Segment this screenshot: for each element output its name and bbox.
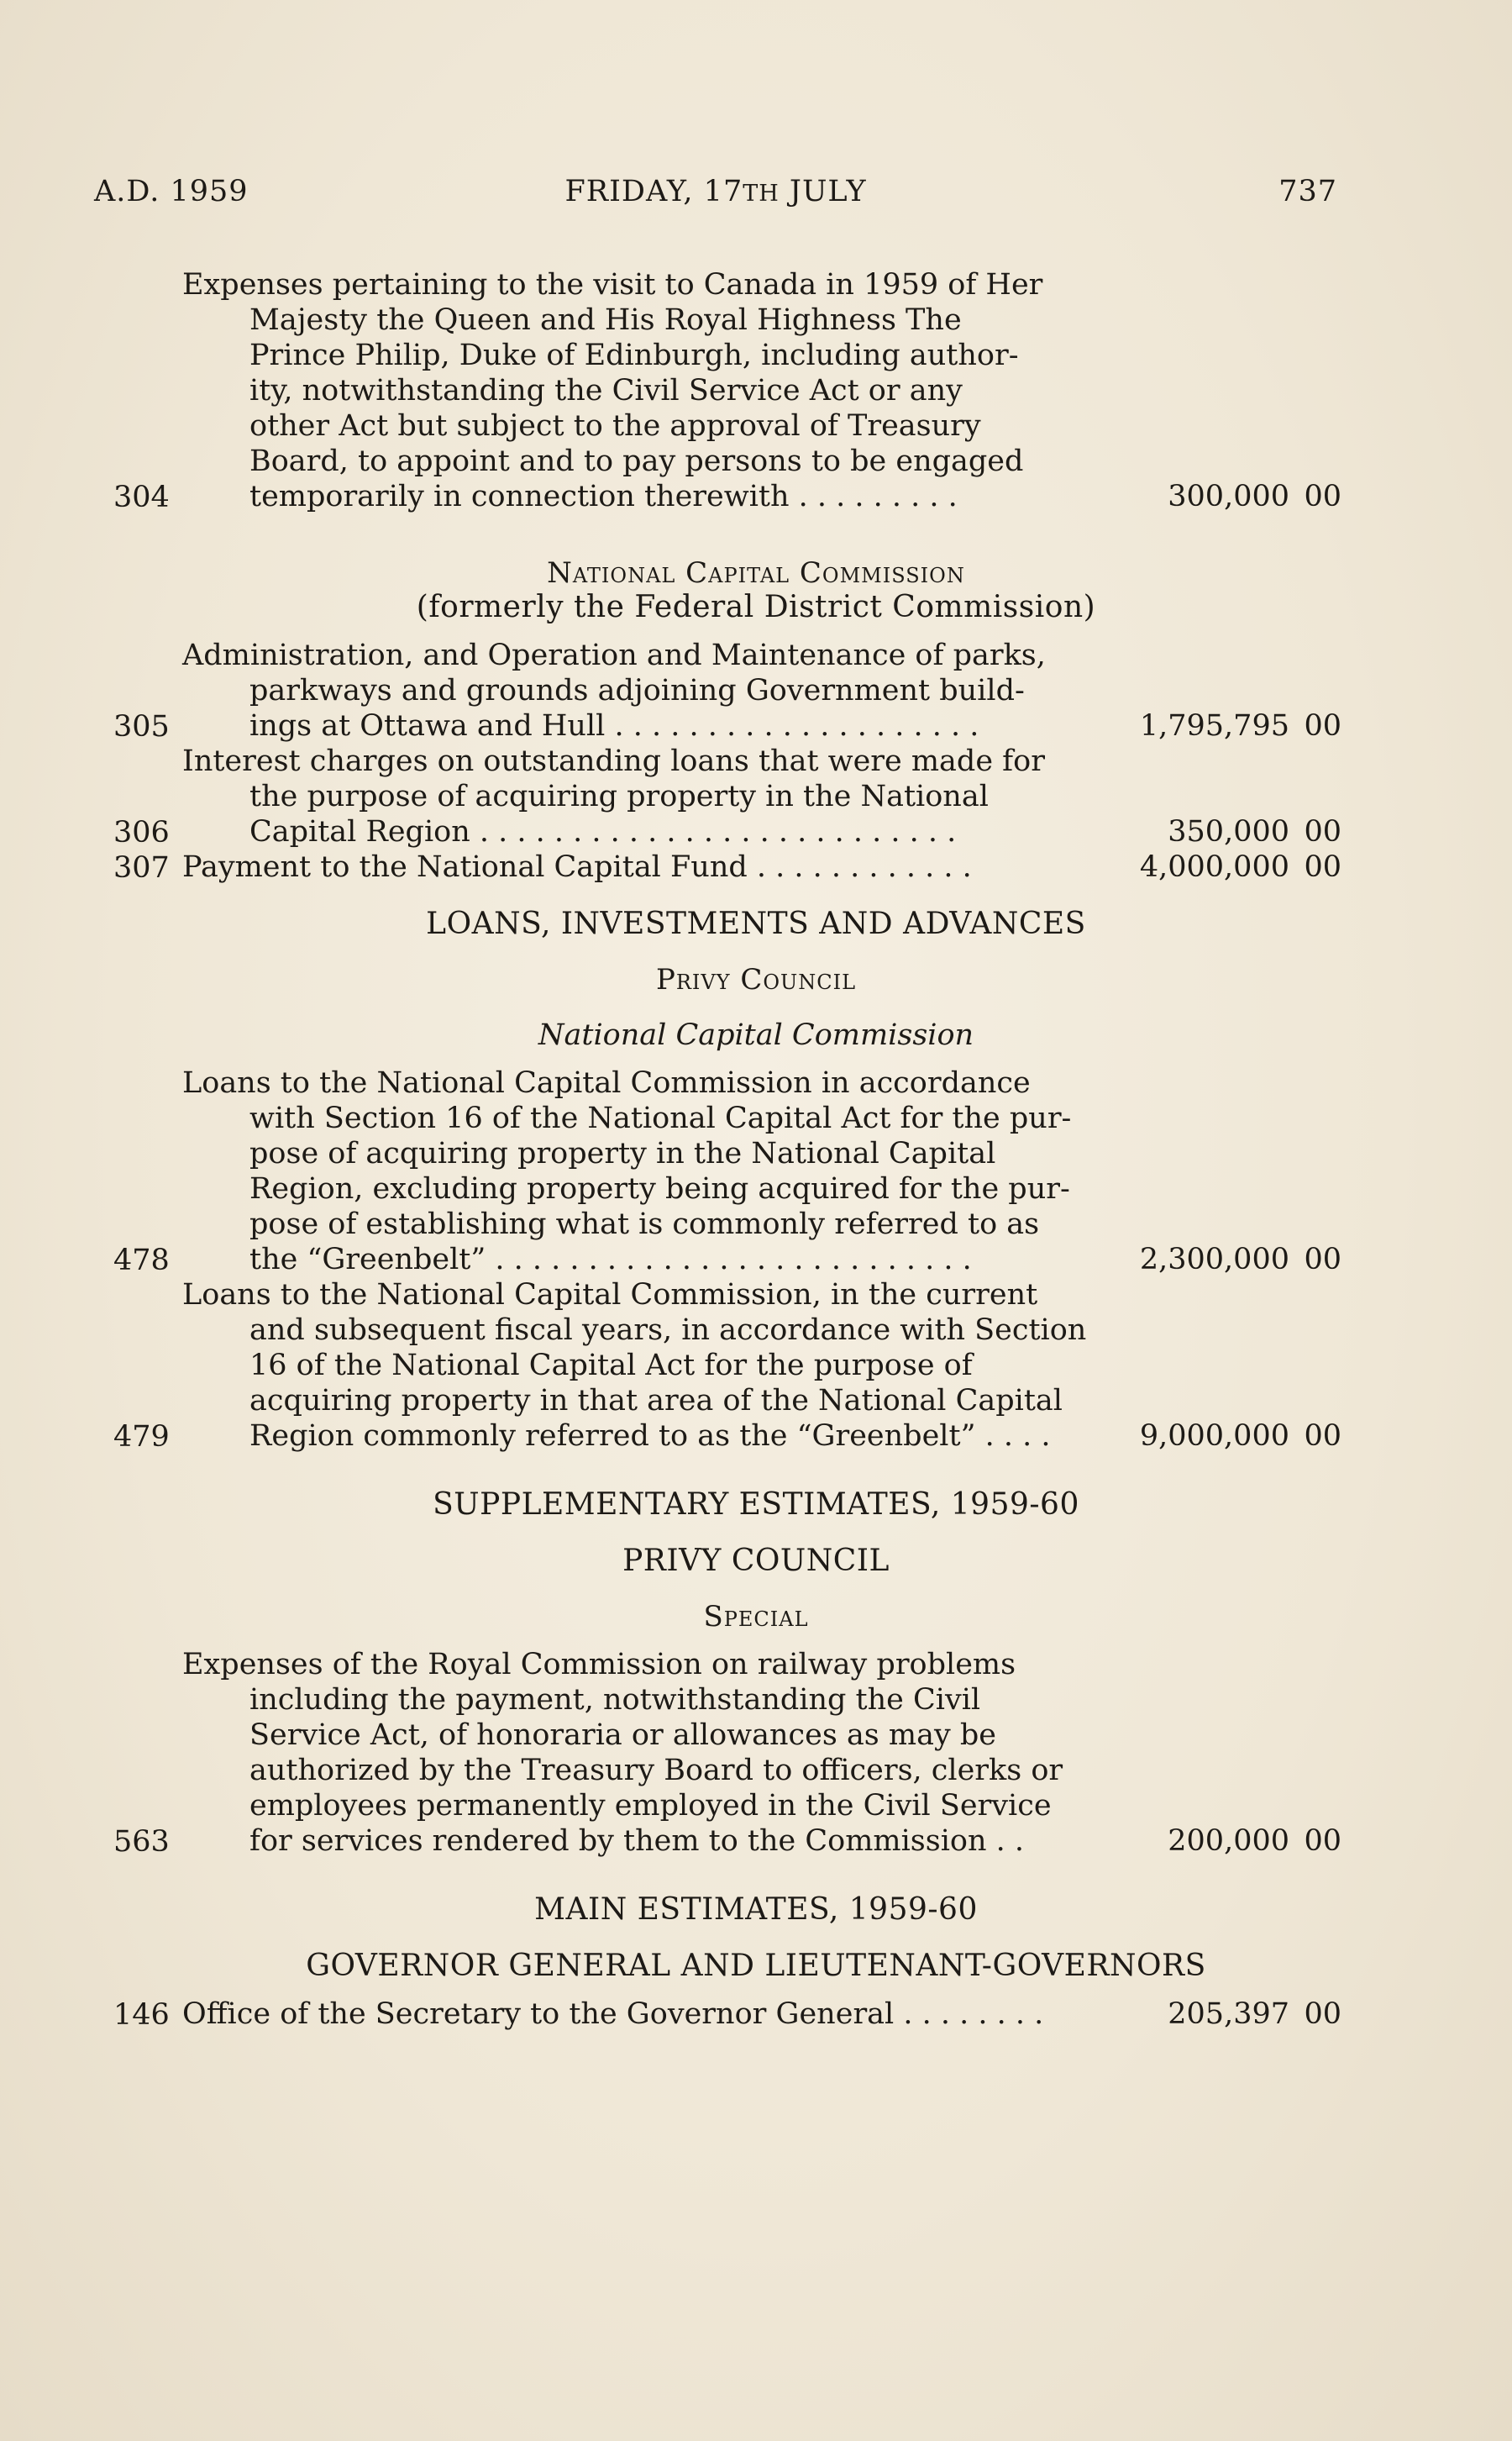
description-line: pose of establishing what is commonly referred to as: [249, 1207, 1040, 1241]
vote-description: [182, 850, 1091, 885]
vote-number: 306: [113, 816, 170, 850]
description-line: ity, notwithstanding the Civil Service Act or any: [249, 374, 963, 408]
vote-number: 146: [113, 1998, 170, 2032]
description-line: Prince Philip, Duke of Edinburgh, including author-: [249, 339, 1019, 372]
vote-number: 563: [113, 1825, 170, 1859]
section-heading-ncc: National Capital Commission: [547, 556, 965, 590]
description-line: Board, to appoint and to pay persons to be engaged: [249, 445, 1024, 478]
vote-description: [182, 267, 1091, 514]
amount-dollars: 1,795,795: [1139, 709, 1289, 743]
amount-cents: 00: [1304, 1419, 1341, 1453]
description-line: Expenses pertaining to the visit to Canada in 1959 of Her: [182, 268, 1043, 302]
agency-heading: National Capital Commission: [538, 1018, 974, 1052]
vote-amount: [1106, 850, 1341, 885]
vote-entry: [113, 1996, 1341, 2032]
vote-entry: [113, 267, 1341, 514]
vote-entry: [113, 638, 1341, 744]
description-line: Interest charges on outstanding loans that were made for: [182, 744, 1045, 778]
vote-amount: [1106, 1242, 1341, 1277]
section-heading-supplementary: SUPPLEMENTARY ESTIMATES, 1959-60: [433, 1487, 1079, 1522]
header-date: FRIDAY, 17TH JULY: [564, 175, 867, 208]
description-line: Office of the Secretary to the Governor General . . . . . . . .: [182, 1997, 1044, 2031]
vote-amount: [1106, 1823, 1341, 1859]
vote-number: 479: [113, 1420, 170, 1454]
vote-entry: [113, 1277, 1341, 1454]
description-line: the “Greenbelt” . . . . . . . . . . . . . . . . . . . . . . . . . .: [249, 1243, 972, 1276]
amount-cents: 00: [1304, 815, 1341, 849]
description-line: Region commonly referred to as the “Greenbelt” . . . .: [249, 1419, 1051, 1453]
amount-dollars: 350,000: [1168, 815, 1289, 849]
description-line: Administration, and Operation and Maintenance of parks,: [182, 639, 1046, 672]
vote-number: 307: [113, 851, 170, 885]
amount-dollars: 300,000: [1168, 480, 1289, 513]
amount-dollars: 2,300,000: [1139, 1243, 1289, 1276]
vote-description: [182, 1277, 1091, 1454]
description-line: temporarily in connection therewith . . . . . . . . .: [249, 480, 958, 513]
amount-cents: 00: [1304, 1243, 1341, 1276]
header-year: A.D. 1959: [94, 175, 249, 208]
description-line: Region, excluding property being acquired for the pur-: [249, 1172, 1070, 1206]
special-heading: Special: [703, 1600, 809, 1633]
amount-dollars: 205,397: [1168, 1997, 1289, 2031]
vote-description: [182, 744, 1091, 850]
vote-amount: [1106, 479, 1341, 514]
vote-amount: [1106, 814, 1341, 850]
description-line: Service Act, of honoraria or allowances as may be: [249, 1718, 996, 1752]
description-line: Loans to the National Capital Commission in accordance: [182, 1066, 1031, 1100]
amount-cents: 00: [1304, 709, 1341, 743]
vote-description: [182, 1065, 1091, 1277]
description-line: Payment to the National Capital Fund . . . . . . . . . . . .: [182, 850, 972, 884]
description-line: and subsequent fiscal years, in accordance with Section: [249, 1313, 1087, 1347]
estimates-body: [113, 267, 1341, 2032]
vote-description: [182, 1647, 1091, 1859]
description-line: 16 of the National Capital Act for the purpose of: [249, 1349, 973, 1382]
description-line: other Act but subject to the approval of Treasury: [249, 409, 981, 443]
vote-amount: [1106, 708, 1341, 744]
page-header: [94, 175, 1337, 217]
vote-description: [182, 1996, 1091, 2032]
description-line: with Section 16 of the National Capital Act for the pur-: [249, 1102, 1072, 1135]
vote-number: 305: [113, 710, 170, 744]
section-heading-main: MAIN ESTIMATES, 1959-60: [534, 1892, 978, 1927]
description-line: employees permanently employed in the Civil Service: [249, 1789, 1052, 1823]
vote-number: 478: [113, 1244, 170, 1277]
description-line: Capital Region . . . . . . . . . . . . . . . . . . . . . . . . . .: [249, 815, 957, 849]
section-subheading: (formerly the Federal District Commission): [416, 590, 1096, 624]
amount-cents: 00: [1304, 850, 1341, 884]
department-heading-governor: GOVERNOR GENERAL AND LIEUTENANT-GOVERNORS: [306, 1949, 1206, 1983]
vote-entry: [113, 1065, 1341, 1277]
amount-cents: 00: [1304, 1997, 1341, 2031]
amount-dollars: 9,000,000: [1139, 1419, 1289, 1453]
vote-entry: [113, 1647, 1341, 1859]
description-line: authorized by the Treasury Board to officers, clerks or: [249, 1754, 1063, 1787]
description-line: for services rendered by them to the Commission . .: [249, 1824, 1025, 1858]
description-line: Loans to the National Capital Commission, in the current: [182, 1278, 1038, 1312]
page-number: 737: [1278, 175, 1337, 208]
description-line: ings at Ottawa and Hull . . . . . . . . . . . . . . . . . . . .: [249, 709, 979, 743]
department-heading-caps: PRIVY COUNCIL: [622, 1544, 890, 1578]
vote-entry: [113, 850, 1341, 885]
amount-dollars: 4,000,000: [1139, 850, 1289, 884]
amount-cents: 00: [1304, 1824, 1341, 1858]
description-line: including the payment, notwithstanding the Civil: [249, 1683, 981, 1717]
vote-entry: [113, 744, 1341, 850]
vote-description: [182, 638, 1091, 744]
vote-amount: [1106, 1418, 1341, 1454]
amount-cents: 00: [1304, 480, 1341, 513]
description-line: the purpose of acquiring property in the National: [249, 780, 989, 813]
description-line: pose of acquiring property in the National Capital: [249, 1137, 996, 1171]
vote-amount: [1106, 1996, 1341, 2032]
amount-dollars: 200,000: [1168, 1824, 1289, 1858]
description-line: Majesty the Queen and His Royal Highness The: [249, 303, 962, 337]
description-line: parkways and grounds adjoining Government build-: [249, 674, 1025, 708]
department-heading: Privy Council: [655, 963, 857, 997]
description-line: acquiring property in that area of the National Capital: [249, 1384, 1063, 1418]
description-line: Expenses of the Royal Commission on railway problems: [182, 1648, 1016, 1681]
vote-number: 304: [113, 481, 170, 514]
section-heading-loans: LOANS, INVESTMENTS AND ADVANCES: [426, 907, 1086, 941]
